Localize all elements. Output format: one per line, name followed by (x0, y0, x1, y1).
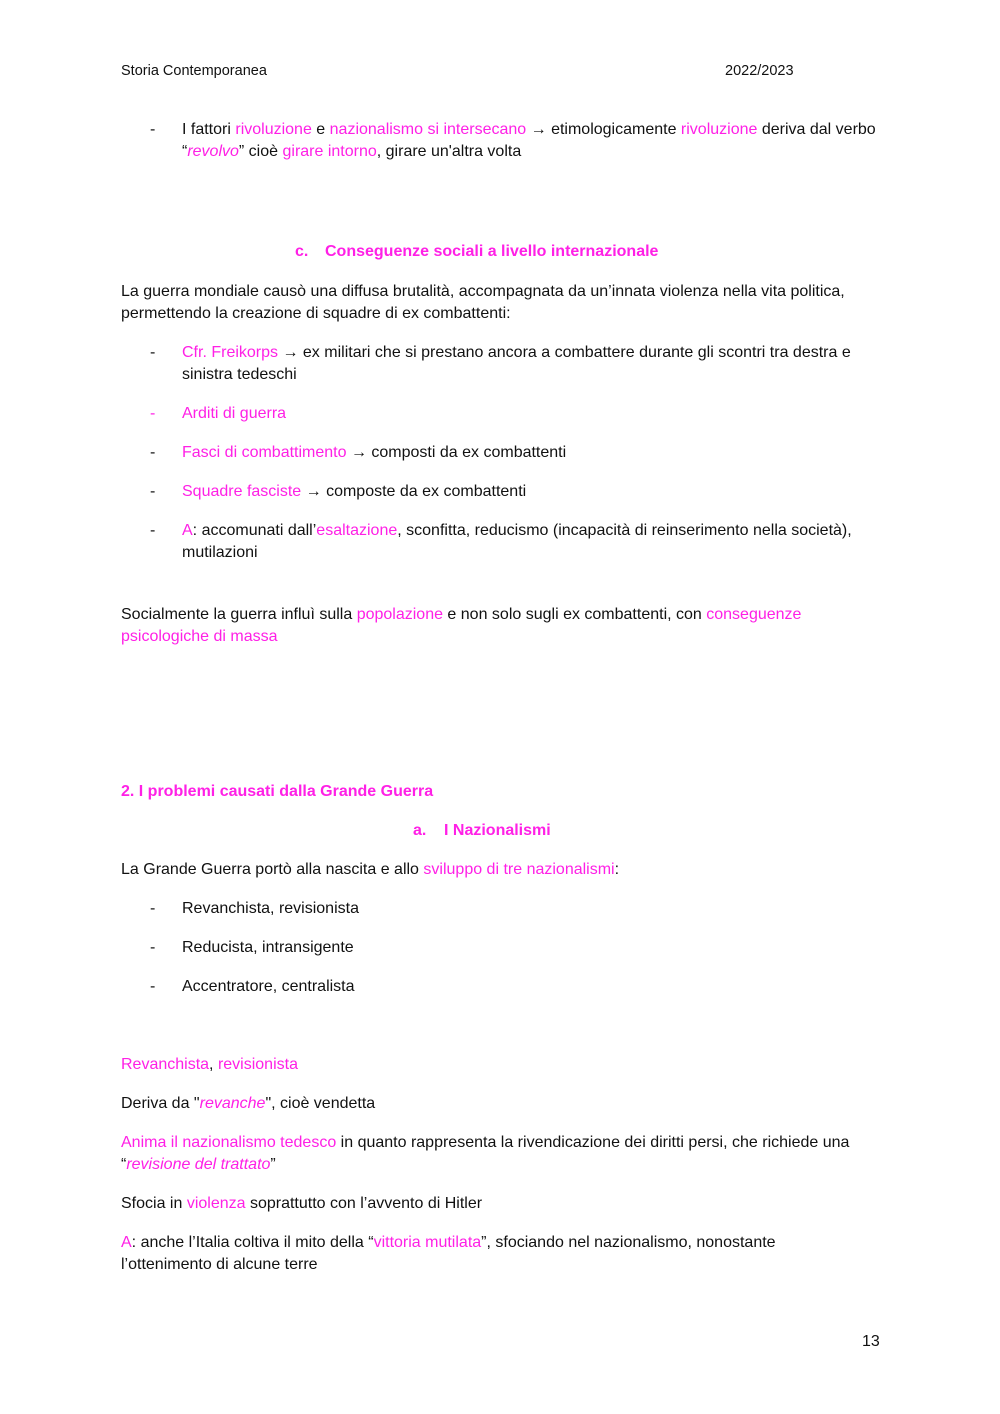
highlight: Revanchista (121, 1056, 210, 1073)
text: e (311, 121, 330, 138)
highlight: Arditi di guerra (182, 405, 287, 422)
list-item-arditi (182, 403, 882, 425)
highlight: revolvo (187, 143, 239, 160)
list-item-fasci (182, 442, 882, 464)
highlight: A (182, 522, 193, 539)
section-2a-letter: a. (413, 822, 427, 839)
bullet-dash: - (150, 483, 156, 500)
bullet-dash: - (150, 522, 156, 539)
text: ” (270, 1156, 276, 1173)
bullet-dash: - (150, 121, 156, 138)
paragraph-anche (121, 1232, 821, 1276)
paragraph-deriva (121, 1093, 881, 1115)
highlight: violenza (186, 1195, 246, 1212)
paragraph-sfocia (121, 1193, 881, 1215)
highlight: vittoria mutilata (373, 1234, 482, 1251)
paragraph-social (121, 604, 851, 648)
text: → composti da ex combattenti (346, 444, 567, 461)
text: : accomunati dall’ (192, 522, 317, 539)
text: in quanto rappresenta la rivendicazione dei diritti persi, che richiede una “ (121, 1134, 850, 1173)
text: → etimologicamente (526, 121, 681, 138)
bullet-dash: - (150, 900, 156, 917)
list-item-freikorps (182, 342, 882, 386)
bullet-dash: - (150, 444, 156, 461)
subheading-revanchista (121, 1054, 881, 1076)
page-number: 13 (862, 1333, 880, 1350)
list-item-revanchista: Revanchista, revisionista (182, 900, 359, 917)
text: e non solo sugli ex combattenti, con (442, 606, 707, 623)
highlight: girare intorno (282, 143, 377, 160)
highlight: nazionalismo si intersecano (329, 121, 527, 138)
list-item-accomunati (182, 520, 882, 564)
highlight: Cfr. Freikorps (182, 344, 279, 361)
bullet-dash: - (150, 344, 156, 361)
header-course: Storia Contemporanea (121, 63, 267, 79)
text: ", cioè vendetta (265, 1095, 376, 1112)
text: → ex militari che si prestano ancora a combattere durante gli scontri tra destra e sinistra tedeschi (182, 344, 851, 383)
text: ”, sfociando nel nazionalismo, nonostante l’ottenimento di alcune terre (121, 1234, 776, 1273)
bullet-dash: - (150, 939, 156, 956)
highlight: Squadre fasciste (182, 483, 302, 500)
bullet-dash: - (150, 405, 156, 422)
highlight: esaltazione (316, 522, 398, 539)
section-c-title: Conseguenze sociali a livello internazionale (325, 243, 659, 260)
highlight: revisione del trattato (126, 1156, 271, 1173)
section-2a-title: I Nazionalismi (444, 822, 551, 839)
highlight: conseguenze psicologiche di massa (121, 606, 802, 645)
text: I fattori (182, 121, 236, 138)
text: soprattutto con l’avvento di Hitler (245, 1195, 483, 1212)
text: deriva dal verbo “ (182, 121, 876, 160)
text: : anche l’Italia coltiva il mito della “ (131, 1234, 374, 1251)
section-c-letter: c. (295, 243, 309, 260)
highlight: rivoluzione (235, 121, 312, 138)
text: Socialmente la guerra influì sulla (121, 606, 357, 623)
highlight: sviluppo di tre nazionalismi (423, 861, 615, 878)
text: → composte da ex combattenti (301, 483, 527, 500)
list-item-accentratore: Accentratore, centralista (182, 978, 355, 995)
text: , girare un'altra volta (376, 143, 522, 160)
highlight: A (121, 1234, 132, 1251)
paragraph-nationalisms (121, 859, 881, 881)
paragraph-brutality: La guerra mondiale causò una diffusa brutalità, accompagnata da un’innata violenza nella vita politica, permettendo la creazione di squadre di ex combattenti: (121, 283, 845, 322)
text: La Grande Guerra portò alla nascita e allo (121, 861, 424, 878)
bullet-dash: - (150, 978, 156, 995)
text: ” cioè (238, 143, 283, 160)
list-item-squadre (182, 481, 882, 503)
highlight: Anima il nazionalismo tedesco (121, 1134, 337, 1151)
highlight: revisionista (217, 1056, 298, 1073)
header-year: 2022/2023 (725, 63, 794, 79)
text: , sconfitta, reducismo (incapacità di reinserimento nella società), mutilazioni (182, 522, 852, 561)
text: : (614, 861, 620, 878)
paragraph-anima (121, 1132, 866, 1176)
highlight: popolazione (356, 606, 443, 623)
intro-bullet (182, 119, 882, 163)
highlight: rivoluzione (680, 121, 758, 138)
highlight: revanche (199, 1095, 266, 1112)
list-item-reducista: Reducista, intransigente (182, 939, 354, 956)
text: Deriva da " (121, 1095, 200, 1112)
text: , (209, 1056, 218, 1073)
text: Sfocia in (121, 1195, 187, 1212)
section-2-title: 2. I problemi causati dalla Grande Guerra (121, 783, 434, 800)
highlight: Fasci di combattimento (182, 444, 347, 461)
